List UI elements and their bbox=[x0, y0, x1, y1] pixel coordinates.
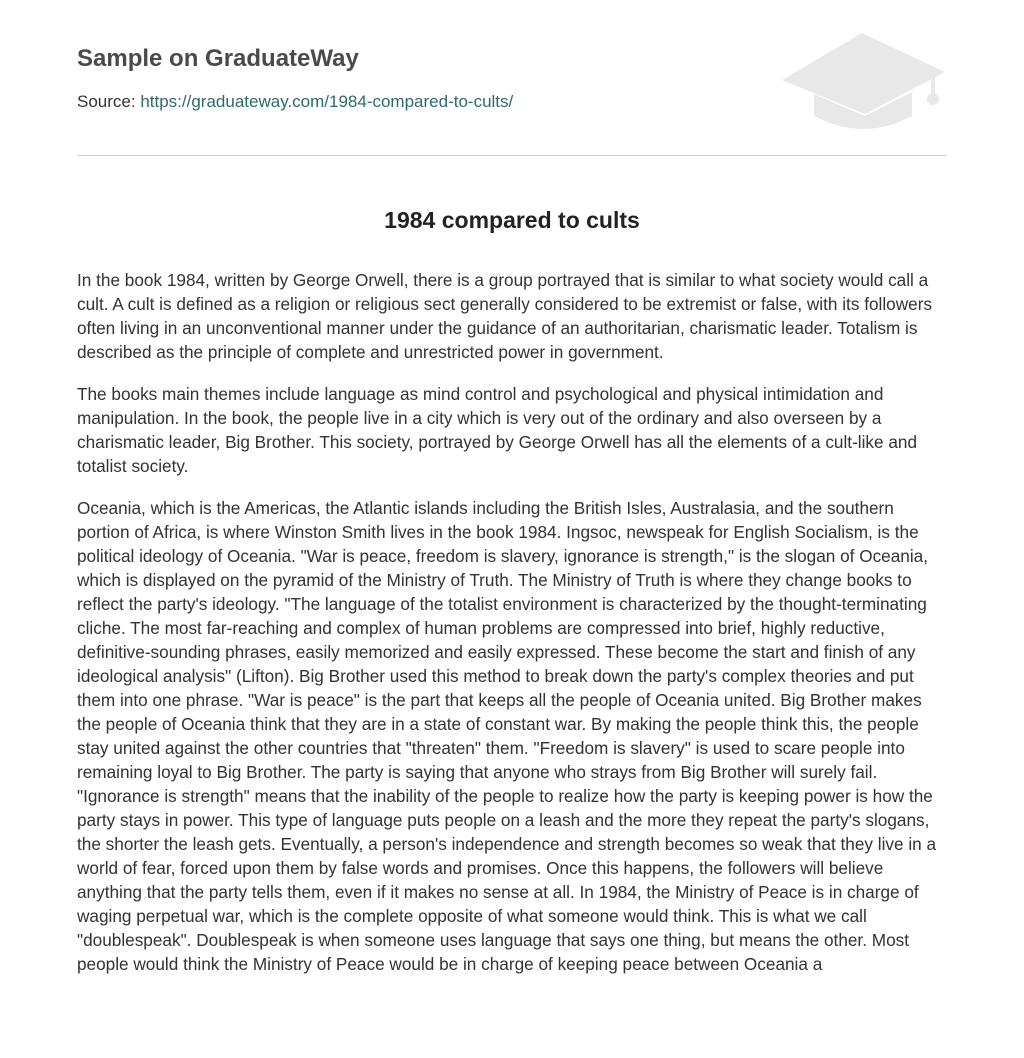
paragraph-3: Oceania, which is the Americas, the Atlantic islands including the British Isles, Australasia, and the southern portion of Africa, is where Winston Smith lives in the book 1984. Ingsoc, newspeak for English Socialism, is the political ideology of Oceania. "War is peace, freedom is slavery, ignorance is strength," is the slogan of Oceania, which is displayed on the pyramid of the Ministry of Truth. The Ministry of Truth is where they change books to reflect the party's ideology. "The language of the totalist environment is characterized by the thought-terminating cliche. The most far-reaching and complex of human problems are compressed into brief, highly reductive, definitive-sounding phrases, easily memorized and easily expressed. These become the start and finish of any ideological analysis" (Lifton). Big Brother used this method to break down the party's complex theories and put them into one phrase. "War is peace" is the part that keeps all the people of Oceania united. Big Brother makes the people of Oceania think that they are in a state of constant war. By making the people think this, the people stay united against the other countries that "threaten" them. "Freedom is slavery" is used to scare people into remaining loyal to Big Brother. The party is saying that anyone who strays from Big Brother will surely fail. "Ignorance is strength" means that the inability of the people to realize how the party is keeping power is how the party stays in power. This type of language puts people on a leash and the more they repeat the party's slogans, the shorter the leash gets. Eventually, a person's independence and strength becomes so weak that they live in a world of fear, forced upon them by false words and promises. Once this happens, the followers will believe anything that the party tells them, even if it makes no sense at all. In 1984, the Ministry of Peace is in charge of waging perpetual war, which is the complete opposite of what someone would think. This is what we call "doublespeak". Doublespeak is when someone uses language that says one thing, but means the other. Most people would think the Ministry of Peace would be in charge of keeping peace between Oceania a bbox=[77, 498, 937, 974]
paragraph-1: In the book 1984, written by George Orwell, there is a group portrayed that is similar to what society would call a cult. A cult is defined as a religion or religious sect generally considered to be extremist or false, with its followers often living in an unconventional manner under the guidance of an authoritarian, charismatic leader. Totalism is described as the principle of complete and unrestricted power in government. bbox=[77, 270, 933, 362]
site-title: Sample on GraduateWay bbox=[77, 45, 359, 72]
document-title: 1984 compared to cults bbox=[384, 207, 640, 233]
source-link[interactable]: https://graduateway.com/1984-compared-to-cults/ bbox=[140, 92, 514, 111]
graduation-cap-icon bbox=[780, 30, 948, 134]
document-body bbox=[77, 268, 949, 994]
paragraph-2: The books main themes include language as mind control and psychological and physical intimidation and manipulation. In the book, the people live in a city which is very out of the ordinary and also overseen by a charismatic leader, Big Brother. This society, portrayed by George Orwell has all the elements of a cult-like and totalist society. bbox=[77, 384, 918, 476]
source-label: Source: bbox=[77, 92, 136, 111]
header-divider bbox=[77, 155, 947, 156]
